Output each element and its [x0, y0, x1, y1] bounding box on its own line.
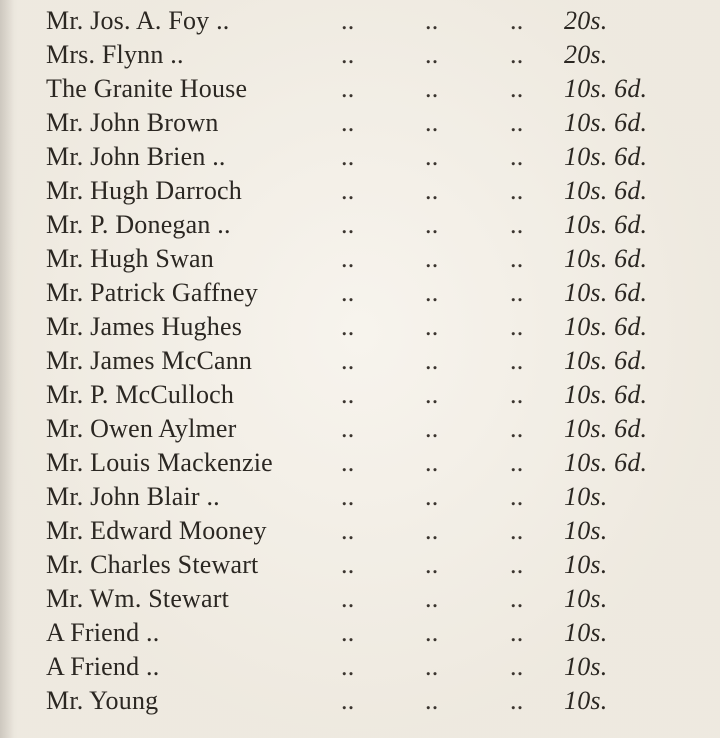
donation-amount: 10s. 6d.	[564, 346, 648, 375]
list-item	[0, 276, 720, 310]
donor-name: Mr. James McCann	[46, 346, 253, 375]
leader-dots: ..	[341, 40, 355, 69]
donation-amount: 10s. 6d.	[564, 176, 648, 205]
leader-dots: ..	[510, 516, 524, 545]
leader-dots: ..	[510, 686, 524, 715]
leader-dots: ..	[425, 210, 439, 239]
leader-dots: ..	[510, 6, 524, 35]
donor-name: A Friend ..	[46, 652, 160, 681]
leader-dots: ..	[425, 312, 439, 341]
list-item	[0, 174, 720, 208]
leader-dots: ..	[425, 108, 439, 137]
donor-name: Mr. Owen Aylmer	[46, 414, 237, 443]
list-item	[0, 582, 720, 616]
leader-dots: ..	[425, 244, 439, 273]
list-item	[0, 684, 720, 718]
donation-amount: 10s. 6d.	[564, 414, 648, 443]
donor-name: Mr. Hugh Darroch	[46, 176, 242, 205]
leader-dots: ..	[425, 652, 439, 681]
list-item	[0, 344, 720, 378]
leader-dots: ..	[510, 584, 524, 613]
donor-name: Mr. Louis Mackenzie	[46, 448, 273, 477]
donation-amount: 10s.	[564, 482, 608, 511]
leader-dots: ..	[510, 74, 524, 103]
list-item	[0, 242, 720, 276]
donation-amount: 10s. 6d.	[564, 74, 648, 103]
list-item	[0, 480, 720, 514]
leader-dots: ..	[425, 686, 439, 715]
list-item	[0, 412, 720, 446]
leader-dots: ..	[510, 176, 524, 205]
leader-dots: ..	[425, 414, 439, 443]
donation-amount: 10s. 6d.	[564, 108, 648, 137]
donation-amount: 10s. 6d.	[564, 210, 648, 239]
leader-dots: ..	[341, 278, 355, 307]
leader-dots: ..	[510, 40, 524, 69]
leader-dots: ..	[510, 210, 524, 239]
leader-dots: ..	[341, 108, 355, 137]
leader-dots: ..	[341, 414, 355, 443]
leader-dots: ..	[341, 142, 355, 171]
list-item	[0, 72, 720, 106]
leader-dots: ..	[425, 6, 439, 35]
donor-name: Mr. Wm. Stewart	[46, 584, 230, 613]
donor-name: Mrs. Flynn ..	[46, 40, 184, 69]
leader-dots: ..	[341, 6, 355, 35]
leader-dots: ..	[510, 312, 524, 341]
donor-name: Mr. John Blair ..	[46, 482, 220, 511]
list-item	[0, 140, 720, 174]
list-item	[0, 616, 720, 650]
donation-amount: 10s.	[564, 618, 608, 647]
leader-dots: ..	[510, 108, 524, 137]
leader-dots: ..	[510, 244, 524, 273]
list-item	[0, 446, 720, 480]
leader-dots: ..	[510, 448, 524, 477]
list-item	[0, 548, 720, 582]
donation-amount: 10s.	[564, 652, 608, 681]
leader-dots: ..	[425, 618, 439, 647]
leader-dots: ..	[341, 618, 355, 647]
leader-dots: ..	[341, 312, 355, 341]
leader-dots: ..	[341, 176, 355, 205]
list-item	[0, 106, 720, 140]
leader-dots: ..	[425, 142, 439, 171]
leader-dots: ..	[510, 278, 524, 307]
donation-amount: 10s.	[564, 686, 608, 715]
leader-dots: ..	[425, 516, 439, 545]
donation-amount: 10s. 6d.	[564, 244, 648, 273]
donation-amount: 10s.	[564, 516, 608, 545]
leader-dots: ..	[341, 448, 355, 477]
leader-dots: ..	[341, 652, 355, 681]
leader-dots: ..	[510, 618, 524, 647]
donation-amount: 20s.	[564, 6, 608, 35]
donation-amount: 10s.	[564, 550, 608, 579]
leader-dots: ..	[425, 550, 439, 579]
donor-name: Mr. Patrick Gaffney	[46, 278, 258, 307]
leader-dots: ..	[510, 142, 524, 171]
leader-dots: ..	[425, 40, 439, 69]
donation-amount: 10s. 6d.	[564, 448, 648, 477]
list-item	[0, 650, 720, 684]
donor-name: Mr. John Brown	[46, 108, 219, 137]
leader-dots: ..	[425, 176, 439, 205]
list-item	[0, 514, 720, 548]
donor-name: Mr. Young	[46, 686, 159, 715]
leader-dots: ..	[510, 346, 524, 375]
donor-name: Mr. P. McCulloch	[46, 380, 235, 409]
leader-dots: ..	[341, 584, 355, 613]
leader-dots: ..	[341, 244, 355, 273]
donor-name: Mr. John Brien ..	[46, 142, 226, 171]
donor-name: Mr. Edward Mooney	[46, 516, 267, 545]
leader-dots: ..	[341, 482, 355, 511]
donor-name: Mr. P. Donegan ..	[46, 210, 231, 239]
leader-dots: ..	[341, 550, 355, 579]
list-item	[0, 208, 720, 242]
leader-dots: ..	[425, 448, 439, 477]
donor-name: Mr. Hugh Swan	[46, 244, 214, 273]
leader-dots: ..	[341, 210, 355, 239]
leader-dots: ..	[425, 380, 439, 409]
leader-dots: ..	[341, 380, 355, 409]
leader-dots: ..	[425, 74, 439, 103]
leader-dots: ..	[341, 516, 355, 545]
leader-dots: ..	[341, 346, 355, 375]
list-item	[0, 378, 720, 412]
leader-dots: ..	[510, 482, 524, 511]
list-item	[0, 4, 720, 38]
donor-name: Mr. James Hughes	[46, 312, 243, 341]
leader-dots: ..	[510, 652, 524, 681]
donation-amount: 10s. 6d.	[564, 312, 648, 341]
leader-dots: ..	[425, 584, 439, 613]
donor-name: The Granite House	[46, 74, 248, 103]
leader-dots: ..	[425, 278, 439, 307]
donor-name: A Friend ..	[46, 618, 160, 647]
donation-amount: 10s.	[564, 584, 608, 613]
donation-amount: 10s. 6d.	[564, 278, 648, 307]
list-item	[0, 38, 720, 72]
donation-amount: 10s. 6d.	[564, 142, 648, 171]
leader-dots: ..	[341, 686, 355, 715]
leader-dots: ..	[425, 346, 439, 375]
donor-name: Mr. Jos. A. Foy ..	[46, 6, 230, 35]
leader-dots: ..	[341, 74, 355, 103]
donor-name: Mr. Charles Stewart	[46, 550, 259, 579]
leader-dots: ..	[425, 482, 439, 511]
donation-amount: 10s. 6d.	[564, 380, 648, 409]
list-item	[0, 310, 720, 344]
leader-dots: ..	[510, 414, 524, 443]
donation-amount: 20s.	[564, 40, 608, 69]
leader-dots: ..	[510, 380, 524, 409]
leader-dots: ..	[510, 550, 524, 579]
